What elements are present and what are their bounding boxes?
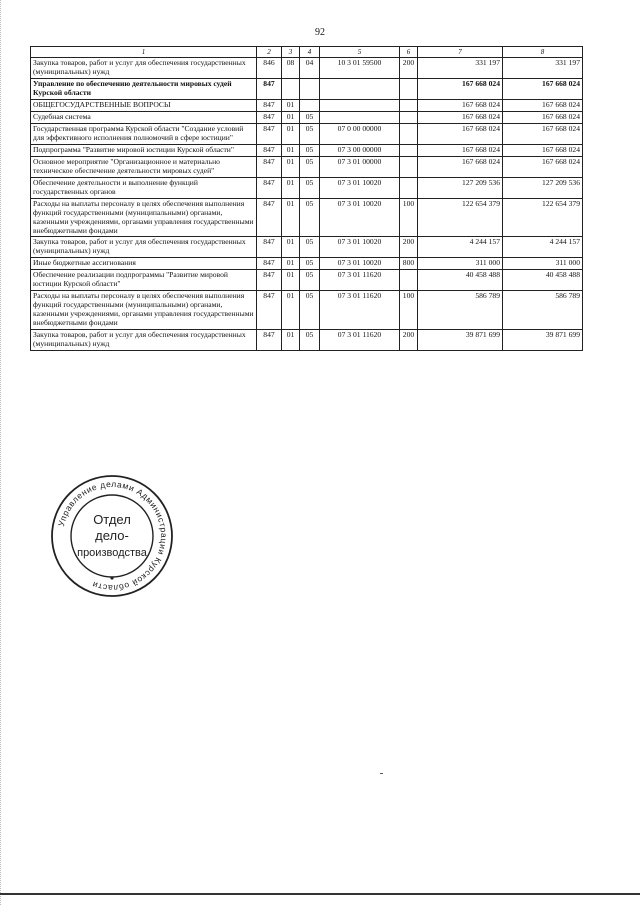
amount-col7: 39 871 699	[418, 330, 503, 351]
code-subsection: 05	[300, 156, 320, 177]
row-name: Иные бюджетные ассигнования	[31, 258, 257, 270]
code-expense-type	[400, 79, 418, 100]
code-expense-type	[400, 100, 418, 112]
col-header: 1	[31, 47, 257, 58]
code-ministry: 847	[257, 177, 282, 198]
row-name: Обеспечение реализации подпрограммы "Развитие мировой юстиции Курской области"	[31, 270, 257, 291]
code-section: 01	[282, 270, 300, 291]
code-ministry: 847	[257, 270, 282, 291]
amount-col7: 167 668 024	[418, 144, 503, 156]
table-row	[31, 330, 583, 351]
table-row	[31, 198, 583, 237]
code-expense-type: 200	[400, 330, 418, 351]
code-expense-type	[400, 270, 418, 291]
code-subsection	[300, 79, 320, 100]
amount-col8: 167 668 024	[503, 123, 583, 144]
table-row	[31, 123, 583, 144]
budget-table	[30, 46, 583, 351]
amount-col8: 167 668 024	[503, 156, 583, 177]
table-row	[31, 100, 583, 112]
amount-col7: 167 668 024	[418, 79, 503, 100]
code-expense-type	[400, 144, 418, 156]
stamp-text: дело-	[95, 528, 129, 543]
amount-col8: 586 789	[503, 291, 583, 330]
table-row	[31, 156, 583, 177]
code-ministry: 847	[257, 330, 282, 351]
table-row	[31, 177, 583, 198]
code-section: 01	[282, 144, 300, 156]
col-header: 2	[257, 47, 282, 58]
col-header: 7	[418, 47, 503, 58]
amount-col7: 122 654 379	[418, 198, 503, 237]
table-row	[31, 144, 583, 156]
amount-col7: 167 668 024	[418, 123, 503, 144]
row-name: Основное мероприятие "Организационное и материально техническое обеспечение деятельности мировых судей"	[31, 156, 257, 177]
code-subsection: 05	[300, 177, 320, 198]
page-edge	[0, 0, 2, 905]
code-expense-type: 100	[400, 291, 418, 330]
code-target: 07 3 01 11620	[320, 330, 400, 351]
code-section: 01	[282, 291, 300, 330]
amount-col7: 167 668 024	[418, 100, 503, 112]
amount-col7: 40 458 488	[418, 270, 503, 291]
amount-col8: 167 668 024	[503, 79, 583, 100]
code-subsection: 05	[300, 112, 320, 124]
code-subsection: 05	[300, 144, 320, 156]
row-name: Судебная система	[31, 112, 257, 124]
row-name: Закупка товаров, работ и услуг для обеспечения государственных (муниципальных) нужд	[31, 330, 257, 351]
code-section: 01	[282, 112, 300, 124]
code-target: 07 3 01 11620	[320, 291, 400, 330]
code-section: 01	[282, 156, 300, 177]
amount-col7: 127 209 536	[418, 177, 503, 198]
code-target	[320, 79, 400, 100]
amount-col8: 167 668 024	[503, 112, 583, 124]
row-name: Обеспечение деятельности и выполнение функций государственных органов	[31, 177, 257, 198]
code-ministry: 847	[257, 100, 282, 112]
code-section: 01	[282, 258, 300, 270]
page-number: 92	[315, 27, 325, 38]
code-section: 01	[282, 177, 300, 198]
code-expense-type: 100	[400, 198, 418, 237]
code-subsection: 05	[300, 123, 320, 144]
code-section: 01	[282, 237, 300, 258]
amount-col8: 122 654 379	[503, 198, 583, 237]
code-subsection: 05	[300, 237, 320, 258]
stamp-text: Отдел	[93, 512, 131, 527]
code-expense-type: 200	[400, 237, 418, 258]
amount-col8: 39 871 699	[503, 330, 583, 351]
code-ministry: 847	[257, 237, 282, 258]
code-expense-type: 200	[400, 58, 418, 79]
row-name: Расходы на выплаты персоналу в целях обеспечения выполнения функций государственными (муниципальными) органами, казенными учреждениями, органами управления государственными внебюджетными фондами	[31, 198, 257, 237]
row-name: Государственная программа Курской области "Создание условий для эффективного исполнения полномочий в сфере юстиции"	[31, 123, 257, 144]
col-header: 8	[503, 47, 583, 58]
table-row	[31, 237, 583, 258]
code-ministry: 847	[257, 123, 282, 144]
code-ministry: 847	[257, 112, 282, 124]
row-name: ОБЩЕГОСУДАРСТВЕННЫЕ ВОПРОСЫ	[31, 100, 257, 112]
code-expense-type	[400, 112, 418, 124]
header-row	[31, 47, 583, 58]
department-stamp	[48, 472, 176, 600]
amount-col7: 4 244 157	[418, 237, 503, 258]
amount-col7: 331 197	[418, 58, 503, 79]
code-target: 07 3 01 11620	[320, 270, 400, 291]
code-subsection	[300, 100, 320, 112]
table-body	[31, 58, 583, 351]
amount-col7: 167 668 024	[418, 156, 503, 177]
amount-col8: 331 197	[503, 58, 583, 79]
amount-col7: 167 668 024	[418, 112, 503, 124]
code-subsection: 05	[300, 291, 320, 330]
table-row	[31, 258, 583, 270]
col-header: 6	[400, 47, 418, 58]
code-subsection: 05	[300, 198, 320, 237]
code-ministry: 847	[257, 198, 282, 237]
code-subsection: 05	[300, 258, 320, 270]
code-expense-type	[400, 123, 418, 144]
table-row	[31, 291, 583, 330]
row-name: Закупка товаров, работ и услуг для обеспечения государственных (муниципальных) нужд	[31, 237, 257, 258]
amount-col7: 311 000	[418, 258, 503, 270]
amount-col8: 167 668 024	[503, 100, 583, 112]
amount-col8: 127 209 536	[503, 177, 583, 198]
table-row	[31, 58, 583, 79]
code-target: 07 3 01 10020	[320, 177, 400, 198]
code-target: 07 3 01 10020	[320, 198, 400, 237]
page-bottom-border	[0, 893, 640, 895]
code-ministry: 847	[257, 156, 282, 177]
col-header: 3	[282, 47, 300, 58]
code-expense-type	[400, 177, 418, 198]
code-expense-type: 800	[400, 258, 418, 270]
code-target: 07 3 01 00000	[320, 156, 400, 177]
row-name: Подпрограмма "Развитие мировой юстиции Курской области"	[31, 144, 257, 156]
table-row	[31, 79, 583, 100]
code-target: 07 3 00 00000	[320, 144, 400, 156]
col-header: 4	[300, 47, 320, 58]
row-name: Закупка товаров, работ и услуг для обеспечения государственных (муниципальных) нужд	[31, 58, 257, 79]
code-subsection: 05	[300, 330, 320, 351]
code-section: 01	[282, 123, 300, 144]
stamp-text: производства	[77, 547, 147, 559]
code-target	[320, 100, 400, 112]
code-expense-type	[400, 156, 418, 177]
code-section: 01	[282, 330, 300, 351]
code-ministry: 847	[257, 258, 282, 270]
amount-col8: 311 000	[503, 258, 583, 270]
row-name: Расходы на выплаты персоналу в целях обеспечения выполнения функций государственными (муниципальными) органами, казенными учреждениями, органами управления государственными внебюджетными фондами	[31, 291, 257, 330]
code-section: 01	[282, 100, 300, 112]
code-ministry: 847	[257, 291, 282, 330]
code-ministry: 847	[257, 79, 282, 100]
code-target: 07 3 01 10020	[320, 258, 400, 270]
amount-col8: 4 244 157	[503, 237, 583, 258]
code-section	[282, 79, 300, 100]
code-target	[320, 112, 400, 124]
code-subsection: 05	[300, 270, 320, 291]
amount-col7: 586 789	[418, 291, 503, 330]
code-target: 10 3 01 59500	[320, 58, 400, 79]
scan-mark	[380, 773, 383, 774]
code-ministry: 847	[257, 144, 282, 156]
table-row	[31, 270, 583, 291]
code-target: 07 0 00 00000	[320, 123, 400, 144]
table-row	[31, 112, 583, 124]
amount-col8: 40 458 488	[503, 270, 583, 291]
row-name: Управление по обеспечению деятельности мировых судей Курской области	[31, 79, 257, 100]
code-target: 07 3 01 10020	[320, 237, 400, 258]
amount-col8: 167 668 024	[503, 144, 583, 156]
stamp-ring-text: Управление делами Администрации Курской области	[56, 478, 170, 594]
code-section: 01	[282, 198, 300, 237]
code-ministry: 846	[257, 58, 282, 79]
col-header: 5	[320, 47, 400, 58]
code-section: 08	[282, 58, 300, 79]
code-subsection: 04	[300, 58, 320, 79]
